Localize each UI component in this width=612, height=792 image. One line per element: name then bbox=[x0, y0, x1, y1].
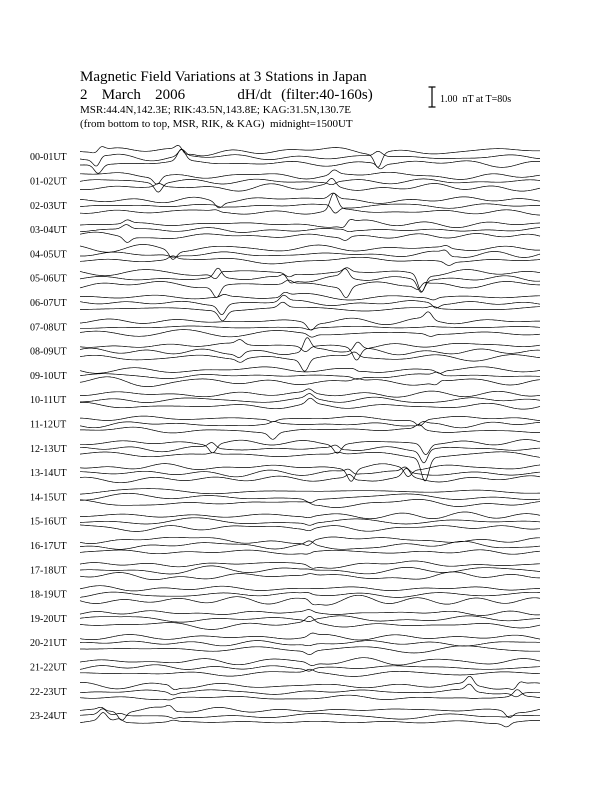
trace-rik bbox=[80, 684, 540, 697]
trace-kag bbox=[80, 232, 540, 242]
trace-rik bbox=[80, 179, 540, 192]
trace-rik bbox=[80, 204, 540, 213]
trace-msr bbox=[80, 586, 540, 591]
trace-kag bbox=[80, 330, 540, 338]
station-order-line: (from bottom to top, MSR, RIK, & KAG) midnight=1500UT bbox=[80, 118, 353, 130]
row-label: 14-15UT bbox=[30, 492, 67, 504]
trace-msr bbox=[80, 610, 540, 616]
trace-rik bbox=[80, 541, 540, 549]
row-label: 18-19UT bbox=[30, 589, 67, 601]
hour-row-01-02UT bbox=[30, 170, 540, 192]
trace-kag bbox=[80, 572, 540, 580]
row-label: 23-24UT bbox=[30, 711, 67, 723]
hour-row-21-22UT bbox=[30, 658, 540, 677]
row-label: 08-09UT bbox=[30, 346, 67, 358]
trace-kag bbox=[80, 398, 540, 409]
row-label: 10-11UT bbox=[30, 395, 67, 407]
trace-rik bbox=[80, 518, 540, 526]
trace-msr bbox=[80, 658, 540, 666]
hour-row-17-18UT bbox=[30, 561, 540, 580]
row-label: 01-02UT bbox=[30, 176, 67, 188]
hour-row-22-23UT bbox=[30, 676, 540, 700]
row-label: 22-23UT bbox=[30, 686, 67, 698]
row-label: 07-08UT bbox=[30, 322, 67, 334]
trace-rik bbox=[80, 641, 540, 646]
station-coordinates-line: MSR:44.4N,142.3E; RIK:43.5N,143.8E; KAG:31.5N,130.7E bbox=[80, 104, 352, 116]
row-label: 11-12UT bbox=[30, 419, 67, 431]
row-label: 20-21UT bbox=[30, 638, 67, 650]
trace-rik bbox=[80, 338, 540, 358]
trace-msr bbox=[80, 705, 540, 720]
hour-row-14-15UT bbox=[30, 489, 540, 508]
hour-row-16-17UT bbox=[30, 537, 540, 554]
trace-rik bbox=[80, 326, 540, 330]
chart-title: Magnetic Field Variations at 3 Stations in Japan bbox=[80, 69, 367, 85]
trace-kag bbox=[80, 616, 540, 629]
scale-label: 1.00 nT at T=80s bbox=[440, 94, 512, 105]
trace-kag bbox=[80, 550, 540, 554]
trace-msr bbox=[80, 367, 540, 374]
row-label: 02-03UT bbox=[30, 200, 67, 212]
trace-msr bbox=[80, 676, 540, 689]
hour-row-20-21UT bbox=[30, 633, 540, 655]
hour-row-05-06UT bbox=[30, 268, 540, 298]
row-label: 21-22UT bbox=[30, 662, 67, 674]
trace-kag bbox=[80, 302, 540, 321]
trace-kag bbox=[80, 713, 540, 727]
trace-rik bbox=[80, 443, 540, 463]
trace-kag bbox=[80, 646, 540, 655]
hour-row-08-09UT bbox=[30, 338, 540, 371]
trace-msr bbox=[80, 633, 540, 640]
hour-row-04-05UT bbox=[30, 245, 540, 266]
row-label: 06-07UT bbox=[30, 297, 67, 309]
hour-row-09-10UT bbox=[30, 367, 540, 387]
row-label: 00-01UT bbox=[30, 152, 67, 164]
row-label: 15-16UT bbox=[30, 516, 67, 528]
hour-row-18-19UT bbox=[30, 586, 540, 605]
trace-msr bbox=[80, 440, 540, 455]
hour-row-15-16UT bbox=[30, 512, 540, 532]
trace-rik bbox=[80, 250, 540, 258]
trace-kag bbox=[80, 499, 540, 507]
row-label: 19-20UT bbox=[30, 613, 67, 625]
trace-rik bbox=[80, 295, 540, 314]
trace-kag bbox=[80, 352, 540, 371]
row-label: 16-17UT bbox=[30, 540, 67, 552]
hour-row-00-01UT bbox=[30, 145, 540, 173]
trace-kag bbox=[80, 595, 540, 605]
trace-kag bbox=[80, 256, 540, 266]
hour-row-03-04UT bbox=[30, 219, 540, 242]
trace-msr bbox=[80, 489, 540, 495]
trace-kag bbox=[80, 669, 540, 676]
hour-row-02-03UT bbox=[30, 193, 540, 215]
hour-row-12-13UT bbox=[30, 440, 540, 481]
trace-msr bbox=[80, 512, 540, 519]
trace-kag bbox=[80, 377, 540, 387]
row-label: 04-05UT bbox=[30, 249, 67, 261]
hour-row-07-08UT bbox=[30, 312, 540, 337]
row-label: 03-04UT bbox=[30, 225, 67, 237]
row-label: 05-06UT bbox=[30, 273, 67, 285]
row-label: 13-14UT bbox=[30, 468, 67, 480]
trace-msr bbox=[80, 245, 540, 260]
row-label: 12-13UT bbox=[30, 443, 67, 455]
hour-row-19-20UT bbox=[30, 610, 540, 630]
row-label: 09-10UT bbox=[30, 370, 67, 382]
trace-rik bbox=[80, 467, 540, 477]
hour-row-13-14UT bbox=[30, 464, 540, 483]
trace-rik bbox=[80, 225, 540, 233]
trace-rik bbox=[80, 493, 540, 502]
trace-msr bbox=[80, 561, 540, 568]
trace-rik bbox=[80, 592, 540, 597]
trace-kag bbox=[80, 525, 540, 532]
hour-row-10-11UT bbox=[30, 389, 540, 409]
trace-rik bbox=[80, 665, 540, 671]
hour-row-23-24UT bbox=[30, 705, 540, 727]
hour-row-06-07UT bbox=[30, 292, 540, 321]
hour-row-11-12UT bbox=[30, 416, 540, 439]
trace-kag bbox=[80, 469, 540, 483]
trace-msr bbox=[80, 389, 540, 397]
trace-msr bbox=[80, 464, 540, 482]
trace-kag bbox=[80, 178, 540, 191]
row-label: 17-18UT bbox=[30, 565, 67, 577]
trace-msr bbox=[80, 292, 540, 300]
trace-msr bbox=[80, 219, 540, 227]
trace-rik bbox=[80, 422, 540, 428]
trace-rik bbox=[80, 372, 540, 379]
trace-kag bbox=[80, 149, 540, 173]
trace-rik bbox=[80, 268, 540, 292]
date-filter-line: 2 March 2006 dH/dt (filter:40-160s) bbox=[80, 87, 373, 103]
